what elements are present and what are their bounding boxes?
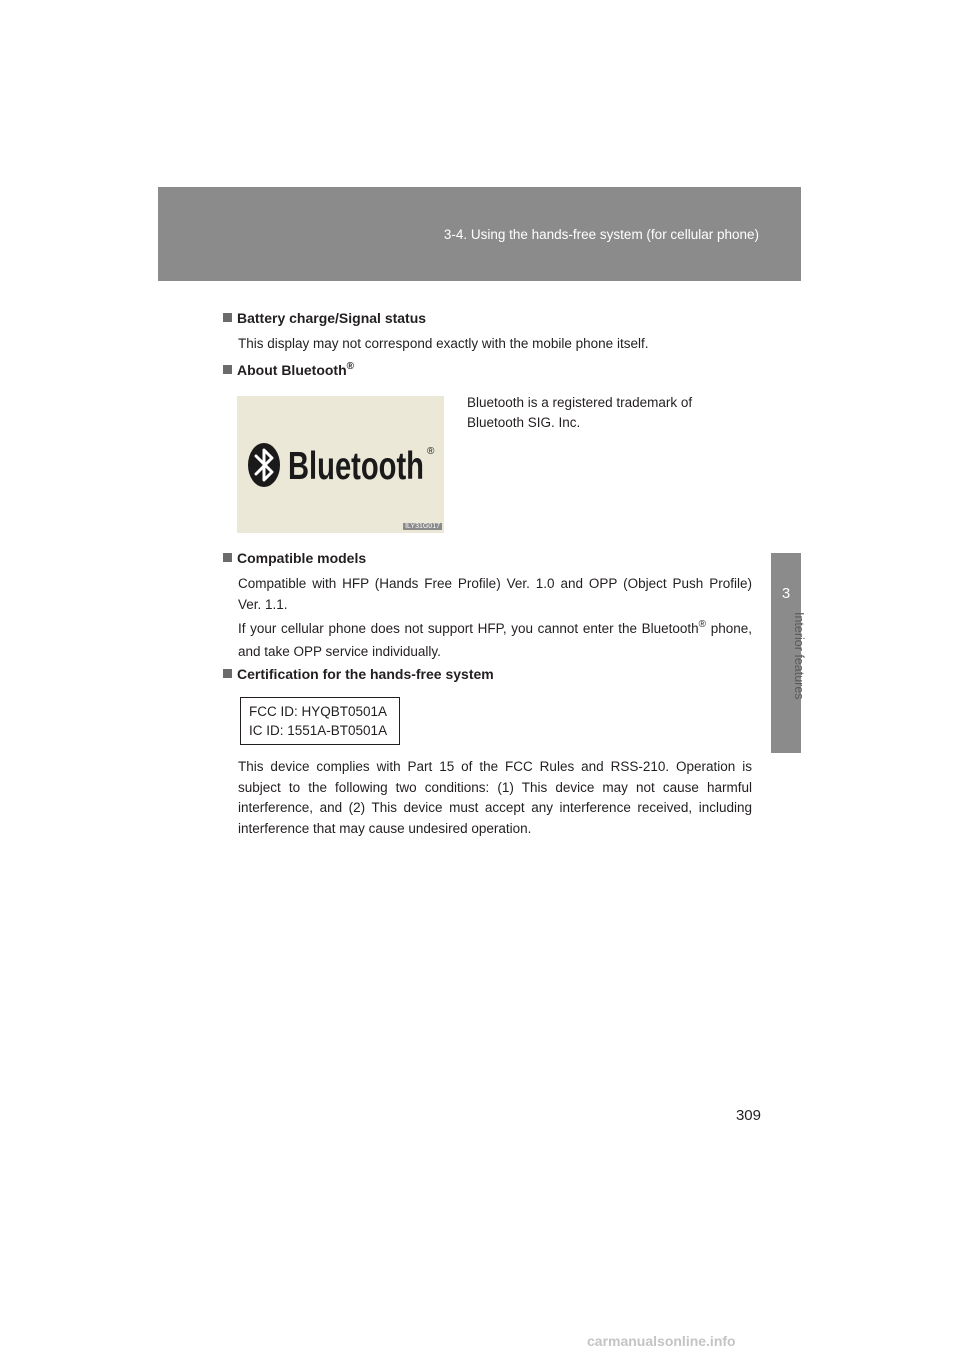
compatible-heading-text: Compatible models bbox=[237, 550, 367, 566]
compatible-heading bbox=[223, 550, 366, 566]
certification-heading-text: Certification for the hands-free system bbox=[237, 666, 494, 682]
compatible-text: Compatible with HFP (Hands Free Profile) Ver. 1.0 and OPP (Object Push Profile) Ver. 1.1. bbox=[238, 576, 752, 612]
bluetooth-heading bbox=[223, 362, 354, 378]
square-bullet-icon bbox=[223, 669, 232, 678]
battery-heading bbox=[223, 310, 426, 326]
chapter-header-bar bbox=[158, 187, 801, 281]
square-bullet-icon bbox=[223, 365, 232, 374]
compatible-note-part1: If your cellular phone does not support HFP, you cannot enter the Bluetooth bbox=[238, 621, 699, 636]
certification-text: This device complies with Part 15 of the FCC Rules and RSS-210. Operation is subject to the following two conditions: (1) This device may not cause harmful interference, and (2) This device must accept any interference received, including interference that may cause undesired operation. bbox=[238, 759, 752, 836]
certification-id-box bbox=[240, 697, 400, 745]
battery-heading-text: Battery charge/Signal status bbox=[237, 310, 427, 326]
ic-id: IC ID: 1551A-BT0501A bbox=[249, 723, 388, 738]
certification-heading bbox=[223, 666, 494, 682]
trademark-note: Bluetooth is a registered trademark of Bluetooth SIG. Inc. bbox=[467, 395, 693, 430]
square-bullet-icon bbox=[223, 553, 232, 562]
bluetooth-logo-image bbox=[237, 396, 444, 533]
compatible-note bbox=[238, 619, 752, 662]
bluetooth-logo-text: Bluetooth bbox=[288, 445, 424, 488]
bluetooth-heading-text: About Bluetooth bbox=[237, 362, 347, 378]
chapter-title: 3-4. Using the hands-free system (for cellular phone) bbox=[443, 227, 759, 242]
watermark: carmanualsonline.info bbox=[587, 1333, 736, 1349]
chapter-number: 3 bbox=[781, 585, 791, 602]
registered-mark: ® bbox=[698, 619, 707, 630]
page-number: 309 bbox=[735, 1107, 761, 1124]
bluetooth-logo bbox=[237, 396, 444, 533]
image-code-label: ILY31G017 bbox=[405, 523, 440, 530]
registered-mark: ® bbox=[346, 361, 355, 372]
chapter-side-label: Interior features bbox=[792, 612, 806, 700]
bluetooth-logo-registered-mark: ® bbox=[427, 446, 435, 457]
battery-text: This display may not correspond exactly with the mobile phone itself. bbox=[238, 336, 649, 351]
square-bullet-icon bbox=[223, 313, 232, 322]
compatible-note-part2: phone, and take OPP service individually. bbox=[238, 621, 752, 659]
fcc-id: FCC ID: HYQBT0501A bbox=[249, 704, 388, 719]
